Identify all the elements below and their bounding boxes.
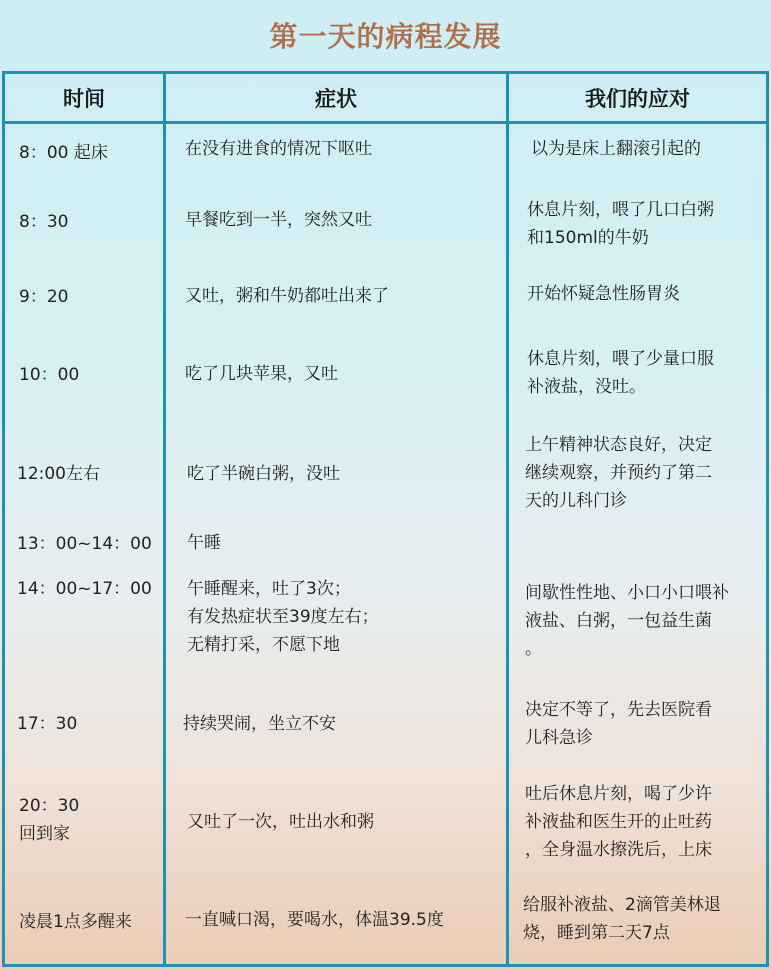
row-response: 上午精神状态良好，决定 继续观察，并预约了第二 天的儿科门诊 [525, 435, 712, 511]
row-symptom: 持续哭闹，坐立不安 [183, 714, 336, 734]
row-symptom: 吃了几块苹果，又吐 [185, 364, 338, 384]
row-response: 休息片刻，喂了几口白粥 和150ml的牛奶 [527, 200, 714, 248]
row-symptom: 在没有进食的情况下呕吐 [185, 139, 372, 159]
row-time: 12:00左右 [17, 464, 100, 484]
row-response: 间歇性性地、小口小口喂补 液盐、白粥，一包益生菌 。 [525, 583, 729, 659]
row-symptom: 一直喊口渴，要喝水，体温39.5度 [185, 910, 444, 930]
row-symptom: 又吐，粥和牛奶都吐出来了 [185, 286, 389, 306]
table-header [5, 74, 766, 124]
row-time: 凌晨1点多醒来 [19, 912, 132, 932]
page-title: 第一天的病程发展 [269, 20, 502, 53]
row-time: 8：30 [19, 212, 69, 232]
row-symptom: 吃了半碗白粥，没吐 [187, 464, 340, 484]
row-symptom: 午睡 [187, 533, 221, 553]
column-divider [163, 74, 166, 964]
row-symptom: 午睡醒来，吐了3次； 有发热症状至39度左右； 无精打采，不愿下地 [187, 579, 379, 655]
header-symptom: 症状 [315, 86, 357, 111]
row-time: 20：30 回到家 [19, 796, 80, 844]
row-response: 决定不等了，先去医院看 儿科急诊 [525, 700, 712, 748]
row-response: 吐后休息片刻，喝了少许 补液盐和医生开的止吐药 ，全身温水擦洗后，上床 [525, 784, 712, 860]
row-symptom: 早餐吃到一半，突然又吐 [185, 210, 372, 230]
row-time: 14：00~17：00 [17, 579, 152, 599]
row-symptom: 又吐了一次，吐出水和粥 [187, 812, 374, 832]
header-time: 时间 [63, 86, 105, 111]
header-response: 我们的应对 [585, 86, 690, 111]
row-response: 以为是床上翻滚引起的 [531, 139, 701, 159]
row-time: 17：30 [17, 714, 78, 734]
row-time: 9：20 [19, 287, 69, 307]
course-table [2, 71, 769, 967]
row-time: 10：00 [19, 365, 80, 385]
row-response: 开始怀疑急性肠胃炎 [527, 284, 680, 304]
column-divider [506, 74, 509, 964]
row-response: 给服补液盐、2滴管美林退 烧，睡到第二天7点 [523, 895, 721, 943]
row-response: 休息片刻，喂了少量口服 补液盐，没吐。 [527, 349, 714, 397]
row-time: 8：00 起床 [19, 143, 108, 163]
row-time: 13：00~14：00 [17, 534, 152, 554]
